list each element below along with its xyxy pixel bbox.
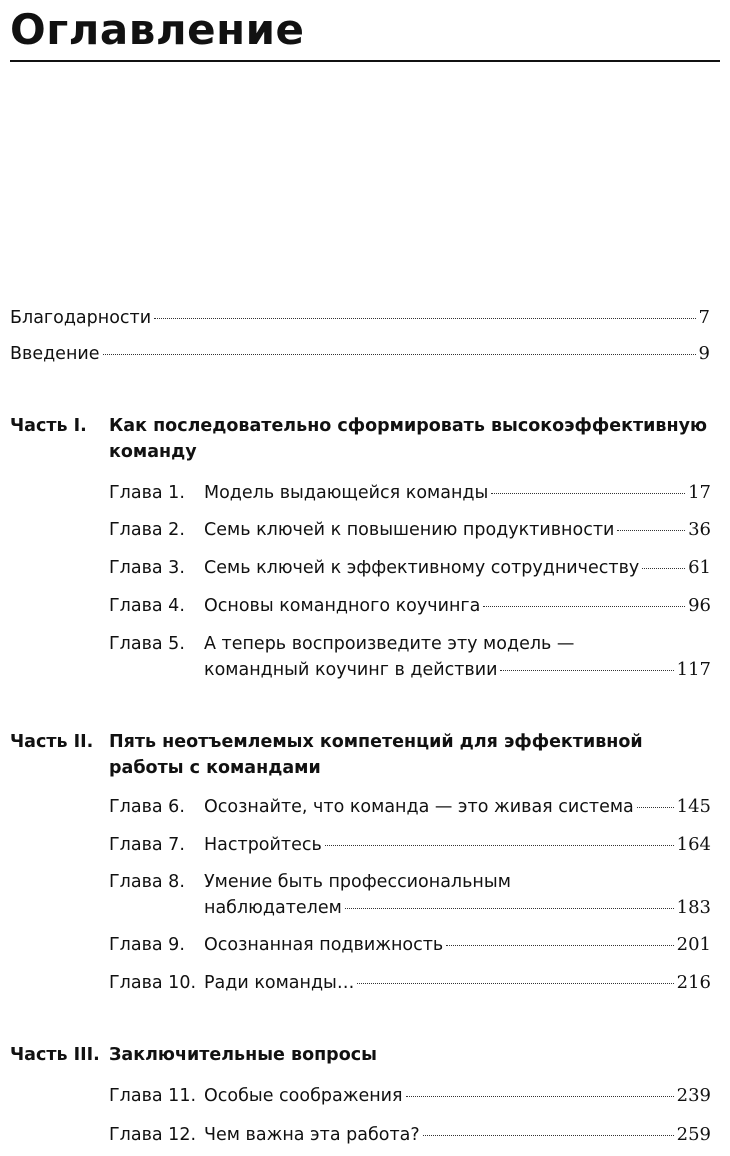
entry-title: Семь ключей к эффективному сотрудничеству [204,558,640,578]
entry-title: Введение [10,344,100,364]
toc-entry-chapter-3[interactable] [204,556,711,580]
chapter-9-label: Глава 9. [109,935,185,955]
chapter-3-label: Глава 3. [109,558,185,578]
dot-leader [617,530,685,531]
entry-title: Чем важна эта работа? [204,1125,420,1145]
title-divider [10,60,720,62]
entry-title: Семь ключей к повышению продуктивности [204,520,615,540]
part-1-title[interactable]: Как последовательно сформировать высокоэффективную команду [109,416,708,462]
dot-leader [345,908,674,909]
dot-leader [423,1135,674,1136]
entry-page: 9 [698,343,710,364]
entry-title: Благодарности [10,308,152,328]
page-title: Оглавление [10,5,305,54]
entry-page: 36 [688,519,711,540]
chapter-6-label: Глава 6. [109,797,185,817]
entry-title: Модель выдающейся команды [204,483,489,503]
entry-title: наблюдателем [204,898,342,918]
toc-entry-chapter-8[interactable] [204,896,711,920]
toc-entry-chapter-9[interactable] [204,933,711,957]
part-3-title[interactable]: Заключительные вопросы [109,1045,377,1065]
dot-leader [642,568,685,569]
entry-page: 164 [676,834,711,855]
chapter-10-label: Глава 10. [109,973,197,993]
dot-leader [154,318,695,319]
entry-title: Настройтесь [204,835,322,855]
chapter-5-title-line1[interactable]: А теперь воспроизведите эту модель — [204,634,575,654]
chapter-5-label: Глава 5. [109,634,185,654]
chapter-12-label: Глава 12. [109,1125,197,1145]
toc-entry-chapter-12[interactable] [204,1123,711,1147]
toc-entry-introduction[interactable] [10,342,710,366]
entry-page: 201 [676,934,711,955]
entry-page: 96 [688,595,711,616]
entry-page: 239 [676,1085,711,1106]
toc-entry-acknowledgements[interactable] [10,306,710,330]
dot-leader [325,845,674,846]
toc-entry-chapter-11[interactable] [204,1084,711,1108]
entry-page: 183 [676,897,711,918]
toc-entry-chapter-7[interactable] [204,833,711,857]
entry-page: 216 [676,972,711,993]
entry-title: Особые соображения [204,1086,403,1106]
chapter-4-label: Глава 4. [109,596,185,616]
entry-title: Ради команды… [204,973,355,993]
chapter-1-label: Глава 1. [109,483,185,503]
part-2-title[interactable]: Пять неотъемлемых компетенций для эффективной работы с командами [109,732,643,778]
entry-title: Осознайте, что команда — это живая система [204,797,634,817]
part-1-label: Часть I. [10,416,87,436]
part-3-label: Часть III. [10,1045,100,1065]
dot-leader [103,354,696,355]
part-2-label: Часть II. [10,732,94,752]
chapter-11-label: Глава 11. [109,1086,197,1106]
toc-entry-chapter-6[interactable] [204,795,711,819]
dot-leader [500,670,673,671]
entry-page: 145 [676,796,711,817]
toc-entry-chapter-4[interactable] [204,594,711,618]
dot-leader [446,945,673,946]
entry-title: командный коучинг в действии [204,660,498,680]
dot-leader [406,1096,674,1097]
dot-leader [483,606,685,607]
toc-entry-chapter-5[interactable] [204,658,711,682]
dot-leader [357,983,673,984]
chapter-8-label: Глава 8. [109,872,185,892]
entry-page: 17 [688,482,711,503]
toc-entry-chapter-10[interactable] [204,971,711,995]
entry-title: Осознанная подвижность [204,935,444,955]
chapter-7-label: Глава 7. [109,835,185,855]
entry-title: Основы командного коучинга [204,596,481,616]
toc-entry-chapter-2[interactable] [204,518,711,542]
entry-page: 61 [688,557,711,578]
toc-entry-chapter-1[interactable] [204,481,711,505]
entry-page: 7 [698,307,710,328]
chapter-8-title-line1[interactable]: Умение быть профессиональным [204,872,511,892]
entry-page: 117 [676,659,711,680]
dot-leader [637,807,674,808]
entry-page: 259 [676,1124,711,1145]
chapter-2-label: Глава 2. [109,520,185,540]
dot-leader [491,493,685,494]
